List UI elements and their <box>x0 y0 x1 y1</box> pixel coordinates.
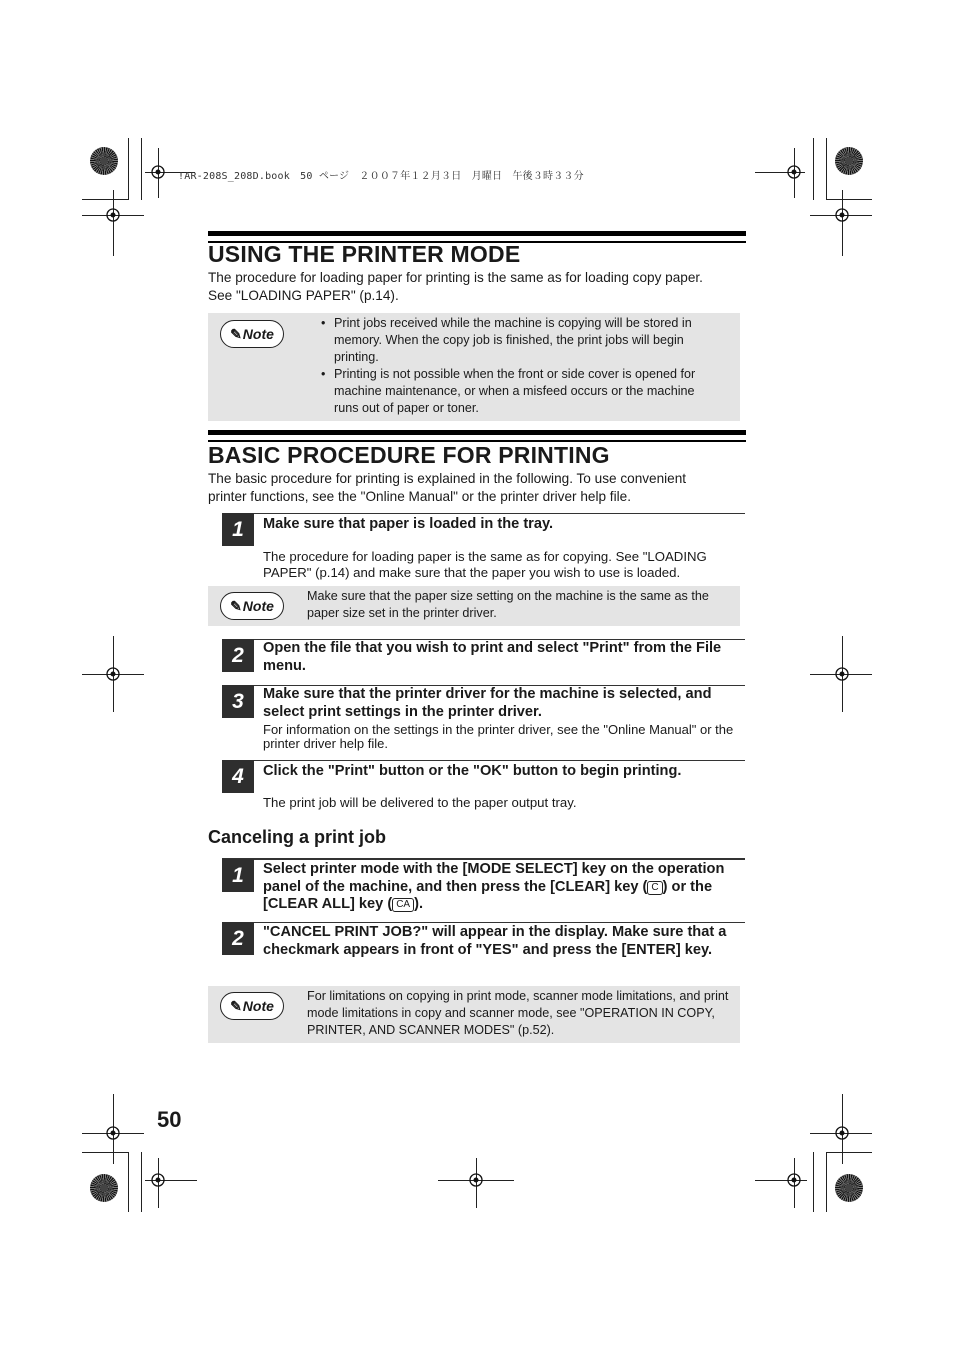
step-title-text: ). <box>414 896 424 912</box>
step-1 <box>222 513 745 581</box>
step-number: 4 <box>222 760 254 793</box>
note-text: For limitations on copying in print mode, scanner mode limitations, and print mode limitations in copy and scanner mode, see "OPERATION IN COPY, PRINTER, AND SCANNER MODES" (p.52). <box>307 989 729 1037</box>
subsection-title-canceling: Canceling a print job <box>208 827 387 847</box>
note-badge <box>220 992 284 1020</box>
note-badge <box>220 592 284 620</box>
step-rule <box>222 513 745 514</box>
crosshair-icon <box>104 206 122 224</box>
pencil-icon: ✎ <box>230 997 242 1014</box>
crosshair-icon <box>785 163 803 181</box>
note-label: Note <box>242 597 274 614</box>
crosshair-icon <box>104 1124 122 1142</box>
registration-disc-icon <box>835 147 863 175</box>
intro-line: The procedure for loading paper for printing is the same as for loading copy paper. <box>208 270 703 285</box>
note-text: Make sure that the paper size setting on the machine is the same as the paper size set in the printer driver. <box>307 589 709 620</box>
registration-disc-icon <box>90 1174 118 1202</box>
step-rule <box>222 858 745 860</box>
section-rule <box>208 430 746 442</box>
crosshair-icon <box>149 163 167 181</box>
note-box <box>208 313 740 421</box>
clear-all-key-icon: CA <box>392 898 414 912</box>
crosshair-icon <box>833 206 851 224</box>
cancel-step-2 <box>222 922 745 980</box>
note-label: Note <box>242 325 274 342</box>
step-number: 3 <box>222 685 254 718</box>
intro-line: See "LOADING PAPER" (p.14). <box>208 288 399 303</box>
note-list-item: • Print jobs received while the machine is copying will be stored in memory. When the copy job is finished, the print jobs will begin printing. <box>334 315 716 366</box>
step-3 <box>222 685 745 755</box>
step-title: Make sure that paper is loaded in the tray. <box>263 516 554 532</box>
step-body: The print job will be delivered to the paper output tray. <box>263 795 577 810</box>
pencil-icon: ✎ <box>230 325 242 342</box>
step-title <box>263 861 745 914</box>
registration-disc-icon <box>835 1174 863 1202</box>
registration-disc-icon <box>90 147 118 175</box>
section-intro <box>208 269 753 305</box>
step-number: 1 <box>222 513 254 546</box>
step-rule <box>222 760 745 761</box>
step-title: Open the file that you wish to print and select "Print" from the File menu. <box>263 640 722 674</box>
section-title-printer-mode: USING THE PRINTER MODE <box>208 241 521 267</box>
section-title-basic-procedure: BASIC PROCEDURE FOR PRINTING <box>208 442 610 468</box>
step-2 <box>222 639 745 679</box>
step-title: "CANCEL PRINT JOB?" will appear in the display. Make sure that a checkmark appears in front of "YES" and press the [ENTER] key. <box>263 924 727 958</box>
crosshair-icon <box>833 1124 851 1142</box>
clear-key-icon: C <box>647 881 662 895</box>
crosshair-icon <box>833 665 851 683</box>
step-title-text: ) or the [CLEAR ALL] key ( <box>263 878 713 912</box>
note-text <box>321 315 716 417</box>
crosshair-icon <box>104 665 122 683</box>
step-number: 1 <box>222 859 254 892</box>
step-body: The procedure for loading paper is the same as for copying. See "LOADING PAPER" (p.14) and make sure that the paper you wish to use is loaded. <box>263 549 707 580</box>
note-list-item: • Printing is not possible when the front or side cover is opened for machine maintenance, or when a misfeed occurs or the machine runs out of paper or toner. <box>334 366 716 417</box>
note-badge <box>220 320 284 348</box>
crosshair-icon <box>149 1171 167 1189</box>
crosshair-icon <box>785 1171 803 1189</box>
page-number: 50 <box>157 1107 182 1132</box>
step-number: 2 <box>222 639 254 672</box>
print-header-line: !AR-208S_208D.book 50 ページ ２００７年１２月３日 月曜日 午後３時３３分 <box>178 171 584 182</box>
note-box <box>208 586 740 626</box>
step-title: Make sure that the printer driver for the machine is selected, and select print settings in the printer driver. <box>263 686 712 720</box>
note-label: Note <box>242 997 274 1014</box>
section-intro: The basic procedure for printing is explained in the following. To use convenient printer functions, see the "Online Manual" or the printer driver help file. <box>208 471 687 504</box>
step-number: 2 <box>222 922 254 955</box>
step-title-text: Select printer mode with the [MODE SELECT] key on the operation panel of the machine, and then press the [CLEAR] key ( <box>263 861 725 895</box>
cancel-step-1 <box>222 858 745 916</box>
step-rule <box>222 922 745 923</box>
pencil-icon: ✎ <box>230 597 242 614</box>
step-body: For information on the settings in the printer driver, see the "Online Manual" or the printer driver help file. <box>263 722 734 751</box>
note-box <box>208 986 740 1043</box>
crosshair-icon <box>467 1171 485 1189</box>
step-4 <box>222 760 745 814</box>
step-title: Click the "Print" button or the "OK" button to begin printing. <box>263 763 682 779</box>
